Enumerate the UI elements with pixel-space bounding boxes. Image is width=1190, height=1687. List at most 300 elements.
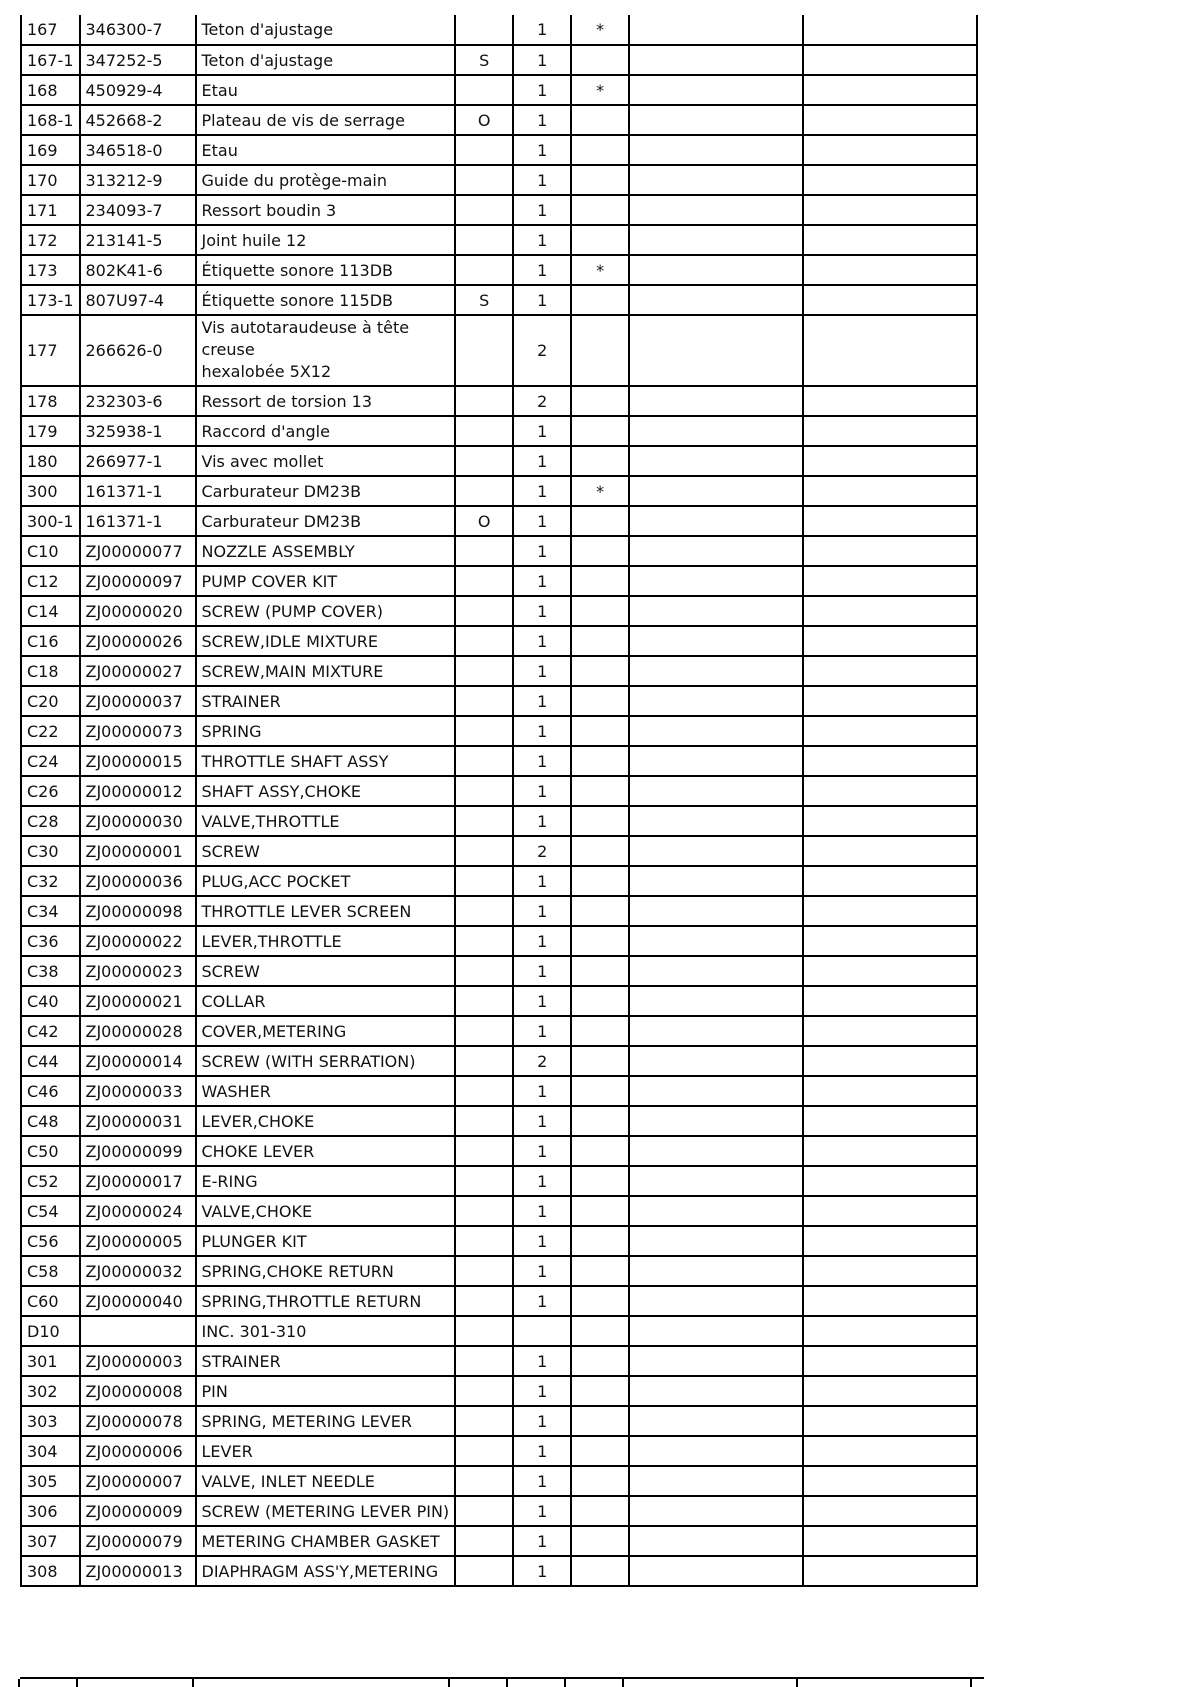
extra-col-1-cell [629,806,803,836]
extra-col-1-cell [629,776,803,806]
ref-number-cell: 167 [21,15,80,45]
quantity-cell: 1 [513,15,571,45]
marker-cell [571,1256,629,1286]
ref-number-cell: 168 [21,75,80,105]
ref-number-cell: 172 [21,225,80,255]
note-code-cell [455,1076,513,1106]
description-cell: COLLAR [196,986,456,1016]
note-code-cell: O [455,105,513,135]
quantity-cell: 1 [513,626,571,656]
marker-cell [571,1046,629,1076]
description-cell: Joint huile 12 [196,225,456,255]
part-number-cell: 161371-1 [80,476,196,506]
table-row [21,416,977,446]
description-cell: CHOKE LEVER [196,1136,456,1166]
table-row [21,686,977,716]
table-row [21,1076,977,1106]
extra-col-2-cell [803,15,977,45]
note-code-cell [455,806,513,836]
marker-cell [571,776,629,806]
part-number-cell: 234093-7 [80,195,196,225]
table-row [21,836,977,866]
table-row [21,105,977,135]
extra-col-1-cell [629,446,803,476]
marker-cell [571,45,629,75]
note-code-cell [455,776,513,806]
part-number-cell: 346300-7 [80,15,196,45]
note-code-cell [455,1226,513,1256]
ref-number-cell: D10 [21,1316,80,1346]
ref-number-cell: 304 [21,1436,80,1466]
description-cell: Ressort boudin 3 [196,195,456,225]
note-code-cell [455,135,513,165]
marker-cell [571,105,629,135]
note-code-cell [455,866,513,896]
table-row [21,536,977,566]
quantity-cell: 2 [513,1046,571,1076]
quantity-cell: 1 [513,1016,571,1046]
part-number-cell: ZJ00000031 [80,1106,196,1136]
quantity-cell: 1 [513,225,571,255]
ref-number-cell: 179 [21,416,80,446]
ref-number-cell: 168-1 [21,105,80,135]
marker-cell [571,626,629,656]
description-cell: Étiquette sonore 113DB [196,255,456,285]
marker-cell [571,1316,629,1346]
extra-col-1-cell [629,986,803,1016]
extra-col-1-cell [629,105,803,135]
extra-col-2-cell [803,255,977,285]
marker-cell [571,506,629,536]
table-row [21,986,977,1016]
part-number-cell: ZJ00000030 [80,806,196,836]
extra-col-1-cell [629,1286,803,1316]
description-cell: Carburateur DM23B [196,476,456,506]
quantity-cell: 1 [513,716,571,746]
marker-cell [571,896,629,926]
extra-col-2-cell [803,956,977,986]
note-code-cell [455,536,513,566]
table-row [21,866,977,896]
part-number-cell: ZJ00000007 [80,1466,196,1496]
ref-number-cell: C14 [21,596,80,626]
part-number-cell: ZJ00000036 [80,866,196,896]
note-code-cell [455,656,513,686]
note-code-cell [455,416,513,446]
extra-col-1-cell [629,1166,803,1196]
extra-col-2-cell [803,1046,977,1076]
part-number-cell: ZJ00000098 [80,896,196,926]
marker-cell: * [571,476,629,506]
extra-col-1-cell [629,926,803,956]
extra-col-1-cell [629,836,803,866]
note-code-cell [455,1406,513,1436]
part-number-cell: ZJ00000033 [80,1076,196,1106]
marker-cell [571,446,629,476]
extra-col-1-cell [629,165,803,195]
table-row [21,746,977,776]
marker-cell [571,836,629,866]
note-code-cell [455,1196,513,1226]
extra-col-2-cell [803,866,977,896]
part-number-cell: 450929-4 [80,75,196,105]
note-code-cell [455,1136,513,1166]
description-cell: SCREW,MAIN MIXTURE [196,656,456,686]
extra-col-2-cell [803,135,977,165]
marker-cell [571,566,629,596]
extra-col-1-cell [629,1466,803,1496]
description-cell: SCREW,IDLE MIXTURE [196,626,456,656]
extra-col-1-cell [629,506,803,536]
table-row [21,75,977,105]
part-number-cell: 325938-1 [80,416,196,446]
ref-number-cell: 177 [21,315,80,386]
quantity-cell: 1 [513,806,571,836]
extra-col-1-cell [629,1526,803,1556]
table-row [21,626,977,656]
marker-cell [571,135,629,165]
extra-col-1-cell [629,315,803,386]
note-code-cell [455,746,513,776]
ref-number-cell: C44 [21,1046,80,1076]
description-cell: Plateau de vis de serrage [196,105,456,135]
quantity-cell: 1 [513,1556,571,1586]
extra-col-2-cell [803,1406,977,1436]
table-row [21,776,977,806]
quantity-cell: 1 [513,986,571,1016]
note-code-cell [455,1166,513,1196]
quantity-cell: 1 [513,105,571,135]
table-row [21,1376,977,1406]
ref-number-cell: 305 [21,1466,80,1496]
note-code-cell [455,75,513,105]
marker-cell [571,986,629,1016]
description-cell: NOZZLE ASSEMBLY [196,536,456,566]
extra-col-1-cell [629,536,803,566]
note-code-cell [455,386,513,416]
ref-number-cell: C54 [21,1196,80,1226]
table-row [21,1316,977,1346]
extra-col-2-cell [803,1136,977,1166]
marker-cell [571,386,629,416]
extra-col-2-cell [803,926,977,956]
note-code-cell [455,986,513,1016]
marker-cell [571,1376,629,1406]
ref-number-cell: C10 [21,536,80,566]
extra-col-2-cell [803,806,977,836]
extra-col-2-cell [803,1166,977,1196]
note-code-cell [455,1346,513,1376]
part-number-cell: ZJ00000078 [80,1406,196,1436]
quantity-cell: 2 [513,386,571,416]
table-row [21,1526,977,1556]
extra-col-1-cell [629,1076,803,1106]
description-cell: VALVE,CHOKE [196,1196,456,1226]
extra-col-2-cell [803,1016,977,1046]
extra-col-1-cell [629,75,803,105]
marker-cell [571,1406,629,1436]
table-row [21,15,977,45]
extra-col-2-cell [803,1226,977,1256]
quantity-cell: 1 [513,75,571,105]
quantity-cell: 1 [513,1406,571,1436]
description-cell: SCREW [196,836,456,866]
extra-col-2-cell [803,315,977,386]
description-cell: LEVER,THROTTLE [196,926,456,956]
table-row [21,1436,977,1466]
description-cell: Teton d'ajustage [196,45,456,75]
ref-number-cell: 300-1 [21,506,80,536]
table-row [21,1286,977,1316]
extra-col-1-cell [629,15,803,45]
quantity-cell: 2 [513,836,571,866]
description-cell: INC. 301-310 [196,1316,456,1346]
extra-col-2-cell [803,1526,977,1556]
extra-col-2-cell [803,656,977,686]
note-code-cell [455,476,513,506]
ref-number-cell: 170 [21,165,80,195]
description-cell: LEVER,CHOKE [196,1106,456,1136]
part-number-cell: ZJ00000021 [80,986,196,1016]
quantity-cell: 1 [513,686,571,716]
part-number-cell: ZJ00000014 [80,1046,196,1076]
extra-col-2-cell [803,105,977,135]
extra-col-2-cell [803,746,977,776]
table-row [21,1406,977,1436]
table-row [21,476,977,506]
table-row [21,195,977,225]
extra-col-2-cell [803,1466,977,1496]
table-row [21,1226,977,1256]
quantity-cell: 1 [513,165,571,195]
marker-cell: * [571,255,629,285]
extra-col-2-cell [803,285,977,315]
ref-number-cell: 173 [21,255,80,285]
marker-cell [571,686,629,716]
marker-cell: * [571,15,629,45]
part-number-cell: 266626-0 [80,315,196,386]
note-code-cell [455,956,513,986]
part-number-cell: ZJ00000077 [80,536,196,566]
part-number-cell: ZJ00000037 [80,686,196,716]
quantity-cell: 2 [513,315,571,386]
extra-col-1-cell [629,746,803,776]
extra-col-1-cell [629,1256,803,1286]
table-row [21,656,977,686]
extra-col-2-cell [803,1106,977,1136]
ref-number-cell: 178 [21,386,80,416]
parts-table [20,15,978,1587]
quantity-cell: 1 [513,746,571,776]
extra-col-2-cell [803,45,977,75]
table-row [21,315,977,386]
table-row [21,1016,977,1046]
extra-col-2-cell [803,1286,977,1316]
description-cell: VALVE,THROTTLE [196,806,456,836]
ref-number-cell: 169 [21,135,80,165]
description-cell: STRAINER [196,1346,456,1376]
part-number-cell: ZJ00000099 [80,1136,196,1166]
extra-col-2-cell [803,1256,977,1286]
extra-col-1-cell [629,416,803,446]
part-number-cell: ZJ00000022 [80,926,196,956]
ref-number-cell: C30 [21,836,80,866]
description-cell: WASHER [196,1076,456,1106]
quantity-cell: 1 [513,1106,571,1136]
quantity-cell: 1 [513,566,571,596]
extra-col-2-cell [803,476,977,506]
ref-number-cell: 306 [21,1496,80,1526]
marker-cell [571,1166,629,1196]
description-cell: PLUNGER KIT [196,1226,456,1256]
part-number-cell: ZJ00000027 [80,656,196,686]
extra-col-2-cell [803,686,977,716]
extra-col-1-cell [629,386,803,416]
marker-cell [571,1106,629,1136]
description-cell: Teton d'ajustage [196,15,456,45]
description-cell: THROTTLE SHAFT ASSY [196,746,456,776]
extra-col-1-cell [629,225,803,255]
ref-number-cell: 302 [21,1376,80,1406]
part-number-cell: ZJ00000006 [80,1436,196,1466]
extra-col-1-cell [629,476,803,506]
extra-col-2-cell [803,1076,977,1106]
extra-col-1-cell [629,686,803,716]
quantity-cell: 1 [513,926,571,956]
quantity-cell: 1 [513,255,571,285]
extra-col-2-cell [803,1376,977,1406]
description-cell: PLUG,ACC POCKET [196,866,456,896]
part-number-cell: ZJ00000020 [80,596,196,626]
extra-col-1-cell [629,596,803,626]
quantity-cell: 1 [513,195,571,225]
marker-cell [571,1016,629,1046]
description-cell: Carburateur DM23B [196,506,456,536]
marker-cell [571,1226,629,1256]
marker-cell [571,416,629,446]
extra-col-2-cell [803,836,977,866]
note-code-cell [455,1466,513,1496]
quantity-cell: 1 [513,416,571,446]
extra-col-2-cell [803,986,977,1016]
part-number-cell: ZJ00000013 [80,1556,196,1586]
part-number-cell: ZJ00000023 [80,956,196,986]
extra-col-1-cell [629,135,803,165]
quantity-cell: 1 [513,1526,571,1556]
description-cell: SCREW (WITH SERRATION) [196,1046,456,1076]
note-code-cell [455,15,513,45]
description-cell: Étiquette sonore 115DB [196,285,456,315]
extra-col-1-cell [629,896,803,926]
part-number-cell: 313212-9 [80,165,196,195]
part-number-cell: ZJ00000012 [80,776,196,806]
marker-cell [571,1286,629,1316]
description-cell: SCREW [196,956,456,986]
extra-col-1-cell [629,1406,803,1436]
description-cell: DIAPHRAGM ASS'Y,METERING [196,1556,456,1586]
extra-col-1-cell [629,656,803,686]
part-number-cell: ZJ00000073 [80,716,196,746]
marker-cell [571,956,629,986]
ref-number-cell: 308 [21,1556,80,1586]
table-row [21,926,977,956]
note-code-cell [455,686,513,716]
extra-col-2-cell [803,596,977,626]
extra-col-1-cell [629,1496,803,1526]
description-cell: E-RING [196,1166,456,1196]
note-code-cell [455,1256,513,1286]
table-row [21,1106,977,1136]
extra-col-2-cell [803,536,977,566]
part-number-cell: 266977-1 [80,446,196,476]
quantity-cell: 1 [513,896,571,926]
extra-col-1-cell [629,1016,803,1046]
ref-number-cell: 307 [21,1526,80,1556]
marker-cell [571,1346,629,1376]
note-code-cell [455,926,513,956]
extra-col-1-cell [629,285,803,315]
marker-cell: * [571,75,629,105]
part-number-cell: 807U97-4 [80,285,196,315]
description-cell: SHAFT ASSY,CHOKE [196,776,456,806]
note-code-cell [455,1376,513,1406]
description-cell: SPRING, METERING LEVER [196,1406,456,1436]
part-number-cell [80,1316,196,1346]
quantity-cell: 1 [513,536,571,566]
description-cell: Etau [196,75,456,105]
ref-number-cell: C56 [21,1226,80,1256]
table-row [21,1556,977,1586]
part-number-cell: ZJ00000097 [80,566,196,596]
quantity-cell: 1 [513,285,571,315]
marker-cell [571,1076,629,1106]
note-code-cell [455,1556,513,1586]
ref-number-cell: C34 [21,896,80,926]
ref-number-cell: C24 [21,746,80,776]
description-cell: PUMP COVER KIT [196,566,456,596]
note-code-cell [455,596,513,626]
table-row [21,506,977,536]
quantity-cell: 1 [513,476,571,506]
note-code-cell [455,1496,513,1526]
note-code-cell [455,255,513,285]
table-row [21,806,977,836]
extra-col-2-cell [803,446,977,476]
quantity-cell: 1 [513,1376,571,1406]
marker-cell [571,926,629,956]
ref-number-cell: C46 [21,1076,80,1106]
quantity-cell: 1 [513,1256,571,1286]
quantity-cell: 1 [513,1286,571,1316]
marker-cell [571,1466,629,1496]
next-row-border [20,1677,984,1687]
table-row [21,255,977,285]
description-cell: PIN [196,1376,456,1406]
part-number-cell: ZJ00000015 [80,746,196,776]
ref-number-cell: C28 [21,806,80,836]
marker-cell [571,596,629,626]
description-cell: COVER,METERING [196,1016,456,1046]
note-code-cell [455,1316,513,1346]
part-number-cell: ZJ00000005 [80,1226,196,1256]
marker-cell [571,1556,629,1586]
marker-cell [571,656,629,686]
marker-cell [571,195,629,225]
extra-col-1-cell [629,1106,803,1136]
part-number-cell: ZJ00000003 [80,1346,196,1376]
quantity-cell: 1 [513,866,571,896]
ref-number-cell: C32 [21,866,80,896]
